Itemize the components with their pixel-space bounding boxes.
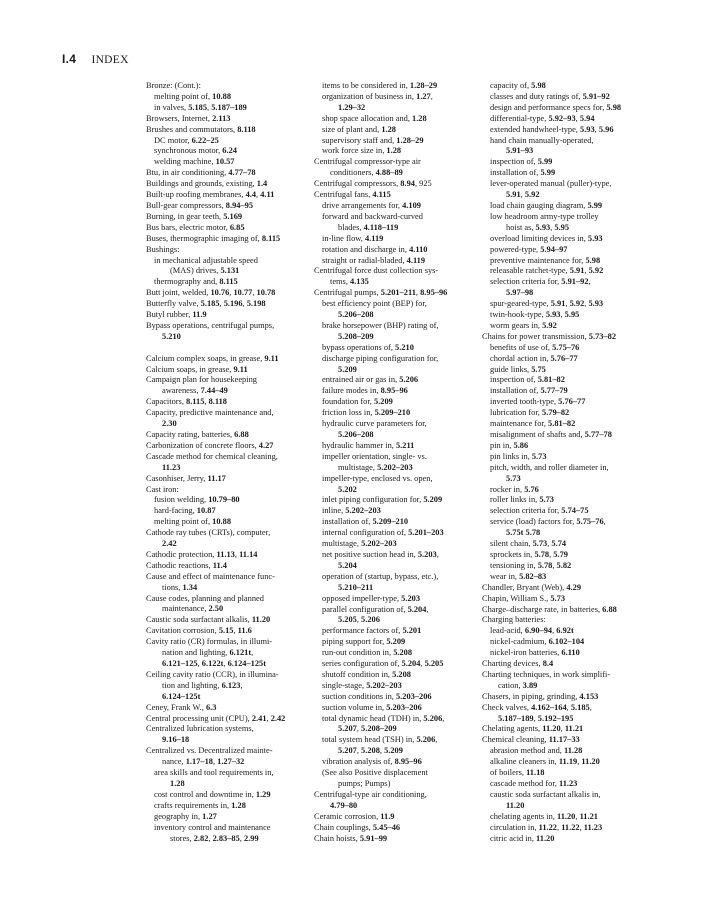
index-entry: in mechanical adjustable speed xyxy=(154,255,258,265)
index-entry: releasable ratchet-type, 5.91, 5.92 xyxy=(490,266,604,276)
index-entry: inverted tooth-type, 5.76–77 xyxy=(490,397,586,407)
index-entry: shop space allocation and, 1.28 xyxy=(322,113,427,123)
index-entry: size of plant and, 1.28 xyxy=(322,124,396,134)
index-entry: Burning, in gear teeth, 5.169 xyxy=(146,211,243,221)
index-entry: Centrifugal pumps, 5.201–211, 8.95–96 xyxy=(314,288,448,298)
index-entry: pitch, width, and roller diameter in, xyxy=(490,462,609,472)
index-entry: benefits of use of, 5.75–76 xyxy=(490,342,580,352)
index-entry: Built-up roofing membranes, 4.4, 4.11 xyxy=(146,190,275,200)
index-entry: friction loss in, 5.209–210 xyxy=(322,408,411,418)
index-entry: Centrifugal force dust collection sys- xyxy=(314,266,439,276)
index-entry: worm gears in, 5.92 xyxy=(490,320,557,330)
index-entry: internal configuration of, 5.201–203 xyxy=(322,528,444,538)
index-entry: Buildings and grounds, existing, 1.4 xyxy=(146,179,268,189)
index-entry: total dynamic head (TDH) in, 5.206, xyxy=(322,713,445,723)
index-entry: 11.23 xyxy=(162,462,181,472)
index-entry: nickel-cadmium, 6.102–104 xyxy=(490,637,585,647)
index-entry: 5.206–208 xyxy=(338,430,374,439)
index-entry: Cast iron: xyxy=(146,484,179,494)
index-entry: caustic soda surfactant alkalis in, xyxy=(490,789,601,799)
index-entry: of boilers, 11.18 xyxy=(490,768,545,778)
index-entry: 1.29–32 xyxy=(338,102,366,112)
index-entry: inspection of, 5.81–82 xyxy=(490,375,565,385)
index-entry: pin links in, 5.73 xyxy=(490,451,547,461)
index-entry: 5.91, 5.92 xyxy=(506,190,540,200)
index-entry: run-out condition in, 5.208 xyxy=(322,648,413,658)
index-entry: design and performance specs for, 5.98 xyxy=(490,102,622,112)
index-entry: cation, 3.89 xyxy=(498,680,538,690)
index-entry: conditioners, 4.88–89 xyxy=(330,168,403,178)
index-entry: thermography and, 8.115 xyxy=(154,277,238,287)
index-entry: shutoff condition in, 5.208 xyxy=(322,669,411,679)
index-entry: suction conditions in, 5.203–206 xyxy=(322,691,432,701)
index-entry: extended handwheel-type, 5.93, 5.96 xyxy=(490,124,614,134)
index-entry: best efficiency point (BEP) for, xyxy=(322,299,427,309)
index-entry: Cause and effect of maintenance func- xyxy=(146,571,275,581)
index-entry: tensioning in, 5.78, 5.82 xyxy=(490,560,572,570)
index-entry: 5.204 xyxy=(338,560,357,570)
index-entry: inlet piping configuration for, 5.209 xyxy=(322,495,443,505)
index-entry: Charging batteries: xyxy=(482,615,546,625)
index-entry: series configuration of, 5.204, 5.205 xyxy=(322,659,444,669)
page-number: I.4 xyxy=(62,52,77,66)
index-entry: in valves, 5.185, 5.187–189 xyxy=(154,102,247,112)
index-entry: organization of business in, 1.27, xyxy=(322,91,433,101)
index-entry: Carbonization of concrete floors, 4.27 xyxy=(146,440,274,450)
index-entry xyxy=(146,343,318,354)
index-entry: hydraulic hammer in, 5.211 xyxy=(322,440,415,450)
index-entry: Ceney, Frank W., 6.3 xyxy=(146,702,217,712)
index-entry: 5.205, 5.206 xyxy=(338,615,380,625)
index-entry: parallel configuration of, 5.204, xyxy=(322,604,429,614)
index-entry: 5.97–98 xyxy=(506,288,534,298)
index-entry: stores, 2.82, 2.83–85, 2.99 xyxy=(170,833,259,843)
index-entry: opposed impeller-type, 5.203 xyxy=(322,593,420,603)
index-entry: chelating agents in, 11.20, 11.21 xyxy=(490,811,598,821)
index-entry: installation of, 5.99 xyxy=(490,168,556,178)
index-entry: rotation and discharge in, 4.110 xyxy=(322,244,428,254)
index-entry: Chandler, Bryant (Web), 4.29 xyxy=(482,582,581,592)
index-entry: melting point of, 10.88 xyxy=(154,91,231,101)
index-entry: forward and backward-curved xyxy=(322,211,423,221)
index-entry: Centrifugal fans, 4.115 xyxy=(314,190,391,200)
index-entry: DC motor, 6.22–25 xyxy=(154,135,219,145)
index-entry: Chemical cleaning, 11.17–33 xyxy=(482,735,580,745)
index-entry: piping support for, 5.209 xyxy=(322,637,406,647)
index-entry: installation of, 5.77–79 xyxy=(490,386,568,396)
index-entry: geography in, 1.27 xyxy=(154,811,217,821)
index-entry: Centralized lubrication systems, xyxy=(146,724,254,734)
index-entry: cascade method for, 11.23 xyxy=(490,779,578,788)
index-entry: Centrifugal-type air conditioning, xyxy=(314,789,427,799)
index-entry: maintenance, 2.50 xyxy=(162,604,224,614)
index-entry: impeller orientation, single- vs. xyxy=(322,451,427,461)
index-entry: roller links in, 5.73 xyxy=(490,495,554,505)
index-entry: low headroom army-type trolley xyxy=(490,211,599,221)
index-entry: hoist as, 5.93, 5.95 xyxy=(506,222,570,232)
index-entry: in-line flow, 4.119 xyxy=(322,233,384,243)
index-entry: nance, 1.17–18, 1.27–32 xyxy=(162,757,245,767)
index-entry: differential-type, 5.92–93, 5.94 xyxy=(490,113,595,123)
index-entry: preventive maintenance for, 5.98 xyxy=(490,255,601,265)
index-entry: nation and lighting, 6.121t, xyxy=(162,648,254,658)
index-entry: Capacity, predictive maintenance and, xyxy=(146,408,274,418)
index-entry: abrasion method and, 11.28 xyxy=(490,746,583,756)
index-entry: Centrifugal compressor-type air xyxy=(314,157,421,167)
index-entry: impeller-type, enclosed vs. open, xyxy=(322,473,433,483)
index-entry: Calcium soaps, in grease, 9.11 xyxy=(146,364,248,374)
index-entry: vibration analysis of, 8.95–96 xyxy=(322,757,422,767)
index-entry: lubrication for, 5.79–82 xyxy=(490,408,570,418)
index-entry: Browsers, Internet, 2.113 xyxy=(146,113,231,123)
index-entry: 5.202 xyxy=(338,484,357,494)
index-entry: selection criteria for, 5.74–75 xyxy=(490,506,589,516)
index-entry: suction volume in, 5.203–206 xyxy=(322,702,422,712)
index-entry: 1.28 xyxy=(170,778,185,788)
index-entry: 5.91–93 xyxy=(506,146,534,156)
index-entry: lever-operated manual (puller)-type, xyxy=(490,179,612,189)
index-entry: Bushings: xyxy=(146,244,180,254)
index-entry: multistage, 5.202–203 xyxy=(338,462,413,472)
index-entry: 5.210–211 xyxy=(338,582,374,592)
index-entry: Cause codes, planning and planned xyxy=(146,593,264,603)
index-entry: Casonhiser, Jerry, 11.17 xyxy=(146,473,226,483)
index-entry: inline, 5.202–203 xyxy=(322,506,381,516)
index-entry: straight or radial-bladed, 4.119 xyxy=(322,255,426,265)
index-entry: 11.20 xyxy=(506,800,525,810)
index-entry: 5.209 xyxy=(338,364,357,374)
index-entry: 2.42 xyxy=(162,539,177,549)
index-entry: Cavity ratio (CR) formulas, in illumi- xyxy=(146,637,273,647)
index-entry: 6.124–125t xyxy=(162,691,201,701)
index-entry: Buses, thermographic imaging of, 8.115 xyxy=(146,233,281,243)
index-column-2 xyxy=(314,81,484,844)
index-entry: chordal action in, 5.76–77 xyxy=(490,353,578,363)
index-entry: brake horsepower (BHP) rating of, xyxy=(322,320,439,330)
index-entry: Bronze: (Cont.): xyxy=(146,81,201,90)
index-entry: inspection of, 5.99 xyxy=(490,157,553,167)
index-entry: (See also Positive displacement xyxy=(322,768,428,778)
index-entry: tions, 1.34 xyxy=(162,582,198,592)
index-entry: crafts requirements in, 1.28 xyxy=(154,800,246,810)
page-header xyxy=(62,52,129,66)
index-entry: hand chain manually-operated, xyxy=(490,135,594,145)
index-entry: rocker in, 5.76 xyxy=(490,484,539,494)
index-entry: Cascade method for chemical cleaning, xyxy=(146,451,278,461)
index-entry: blades, 4.118–119 xyxy=(338,222,399,232)
index-entry: Caustic soda surfactant alkalis, 11.20 xyxy=(146,615,271,625)
index-entry: bypass operations of, 5.210 xyxy=(322,342,414,352)
index-entry: Chasers, in piping, grinding, 4.153 xyxy=(482,691,599,701)
index-entry: 6.121–125, 6.122t, 6.124–125t xyxy=(162,659,266,669)
index-entry: 5.210 xyxy=(162,331,181,341)
index-entry: Chain couplings, 5.45–46 xyxy=(314,822,401,832)
index-entry: Charting devices, 8.4 xyxy=(482,659,554,669)
index-entry: 5.207, 5.208, 5.209 xyxy=(338,746,403,756)
page-title: INDEX xyxy=(91,54,129,66)
index-entry: Check valves, 4.162–164, 5.185, xyxy=(482,702,592,712)
index-entry: performance factors of, 5.201 xyxy=(322,626,422,636)
index-entry: 9.16–18 xyxy=(162,735,190,745)
index-entry: 5.187–189, 5.192–195 xyxy=(498,713,574,723)
index-entry: inventory control and maintenance xyxy=(154,822,271,832)
index-entry: Chapin, William S., 5.73 xyxy=(482,593,566,603)
index-entry: foundation for, 5.209 xyxy=(322,397,393,407)
index-entry: failure modes in, 8.95–96 xyxy=(322,386,408,396)
index-entry: Bypass operations, centrifugal pumps, xyxy=(146,320,275,330)
index-entry: 5.75t 5.78 xyxy=(506,528,541,538)
index-entry: maintenance for, 5.81–82 xyxy=(490,419,576,429)
index-column-1 xyxy=(146,81,318,844)
index-entry: Butterfly valve, 5.185, 5.196, 5.198 xyxy=(146,299,266,309)
index-entry: Chelating agents, 11.20, 11.21 xyxy=(482,724,584,734)
index-entry: misalignment of shafts and, 5.77–78 xyxy=(490,430,612,439)
index-entry: discharge piping configuration for, xyxy=(322,353,439,363)
index-entry: citric acid in, 11.20 xyxy=(490,833,555,843)
index-entry: Calcium complex soaps, in grease, 9.11 xyxy=(146,353,279,363)
index-entry: Bus bars, electric motor, 6.85 xyxy=(146,222,245,232)
index-entry: (MAS) drives, 5.131 xyxy=(170,266,240,276)
index-entry: fusion welding, 10.79–80 xyxy=(154,495,240,505)
index-entry: Butyl rubber, 11.9 xyxy=(146,310,207,320)
index-entry: 4.79–80 xyxy=(330,800,358,810)
index-entry: spur-geared-type, 5.91, 5.92, 5.93 xyxy=(490,299,604,309)
index-entry: Butt joint, welded, 10.76, 10.77, 10.78 xyxy=(146,288,276,298)
index-entry: Btu, in air conditioning, 4.77–78 xyxy=(146,168,256,178)
index-entry: pumps; Pumps) xyxy=(338,779,391,788)
index-entry: nickel-iron batteries, 6.110 xyxy=(490,648,580,658)
index-entry: installation of, 5.209–210 xyxy=(322,517,409,527)
index-entry: items to be considered in, 1.28–29 xyxy=(322,81,438,90)
index-entry: lead-acid, 6.90–94, 6.92t xyxy=(490,626,574,636)
index-entry: work force size in, 1.28 xyxy=(322,146,402,156)
index-entry: Charge–discharge rate, in batteries, 6.88 xyxy=(482,604,617,614)
index-entry: circulation in, 11.22, 11.22, 11.23 xyxy=(490,822,603,832)
index-entry: powered-type, 5.94–97 xyxy=(490,244,568,254)
index-entry: 2.30 xyxy=(162,419,177,429)
index-entry: Ceramic corrosion, 11.9 xyxy=(314,811,395,821)
index-entry: Bull-gear compressors, 8.94–95 xyxy=(146,200,253,210)
index-entry: twin-hook-type, 5.93, 5.95 xyxy=(490,310,580,320)
index-entry: alkaline cleaners in, 11.19, 11.20 xyxy=(490,757,600,767)
index-entry: Cathodic protection, 11.13, 11.14 xyxy=(146,549,258,559)
index-entry: Capacitors, 8.115, 8.118 xyxy=(146,397,227,407)
index-entry: hard-facing, 10.87 xyxy=(154,506,216,516)
index-entry: wear in, 5.82–83 xyxy=(490,571,547,581)
index-entry: Capacity rating, batteries, 6.88 xyxy=(146,429,249,439)
index-entry: load chain gauging diagram, 5.99 xyxy=(490,200,603,210)
index-entry: synchronous motor, 6.24 xyxy=(154,146,237,156)
index-entry: tion and lighting, 6.123, xyxy=(162,680,243,690)
index-entry: 5.73 xyxy=(506,473,521,483)
index-entry: drive arrangements for, 4.109 xyxy=(322,200,421,210)
index-entry: pin in, 5.86 xyxy=(490,440,529,450)
index-entry: silent chain, 5.73, 5.74 xyxy=(490,539,567,549)
index-entry: cost control and downtime in, 1.29 xyxy=(154,789,271,799)
index-entry: supervisory staff and, 1.28–29 xyxy=(322,135,424,145)
index-entry: overload limiting devices in, 5.93 xyxy=(490,233,603,243)
index-entry: guide links, 5.75 xyxy=(490,364,546,374)
index-column-3 xyxy=(482,81,672,844)
index-entry: net positive suction head in, 5.203, xyxy=(322,549,439,559)
index-entry: Central processing unit (CPU), 2.41, 2.42 xyxy=(146,713,286,723)
index-entry: Ceiling cavity ratio (CCR), in illumina- xyxy=(146,669,279,679)
index-entry: total system head (TSH) in, 5.206, xyxy=(322,735,438,745)
index-entry: Brushes and commutators, 8.118 xyxy=(146,124,256,134)
index-entry: tems, 4.135 xyxy=(330,277,369,287)
index-entry: 5.206–208 xyxy=(338,310,374,320)
index-entry: hydraulic curve parameters for, xyxy=(322,419,427,429)
index-entry: welding machine, 10.57 xyxy=(154,157,235,167)
index-entry: operation of (startup, bypass, etc.), xyxy=(322,571,439,581)
index-entry: single-stage, 5.202–203 xyxy=(322,680,402,690)
index-entry: Cavitation corrosion, 5.15, 11.6 xyxy=(146,626,252,636)
index-entry: melting point of, 10.88 xyxy=(154,517,231,527)
index-entry: service (load) factors for, 5.75–76, xyxy=(490,517,606,527)
index-entry: Chain hoists, 5.91–99 xyxy=(314,833,388,843)
index-entry: classes and duty ratings of, 5.91–92 xyxy=(490,91,610,101)
index-entry: multistage, 5.202–203 xyxy=(322,539,397,549)
index-entry: Campaign plan for housekeeping xyxy=(146,375,257,385)
index-entry: Charting techniques, in work simplifi- xyxy=(482,669,611,679)
index-entry: Cathodic reactions, 11.4 xyxy=(146,560,227,570)
index-entry: sprockets in, 5.78, 5.79 xyxy=(490,549,568,559)
index-entry: Chains for power transmission, 5.73–82 xyxy=(482,331,616,341)
index-entry: 5.207, 5.208–209 xyxy=(338,724,397,734)
index-entry: awareness, 7.44–49 xyxy=(162,386,228,396)
index-entry: Cathode ray tubes (CRTs), computer, xyxy=(146,528,271,538)
index-entry: Centrifugal compressors, 8.94, 925 xyxy=(314,179,432,189)
index-entry: selection criteria for, 5.91–92, xyxy=(490,277,591,287)
index-entry: entrained air or gas in, 5.206 xyxy=(322,375,419,385)
index-entry: capacity of, 5.98 xyxy=(490,81,546,90)
index-entry: 5.208–209 xyxy=(338,331,374,341)
index-entry: Centralized vs. Decentralized mainte- xyxy=(146,746,273,756)
index-entry: area skills and tool requirements in, xyxy=(154,768,274,778)
